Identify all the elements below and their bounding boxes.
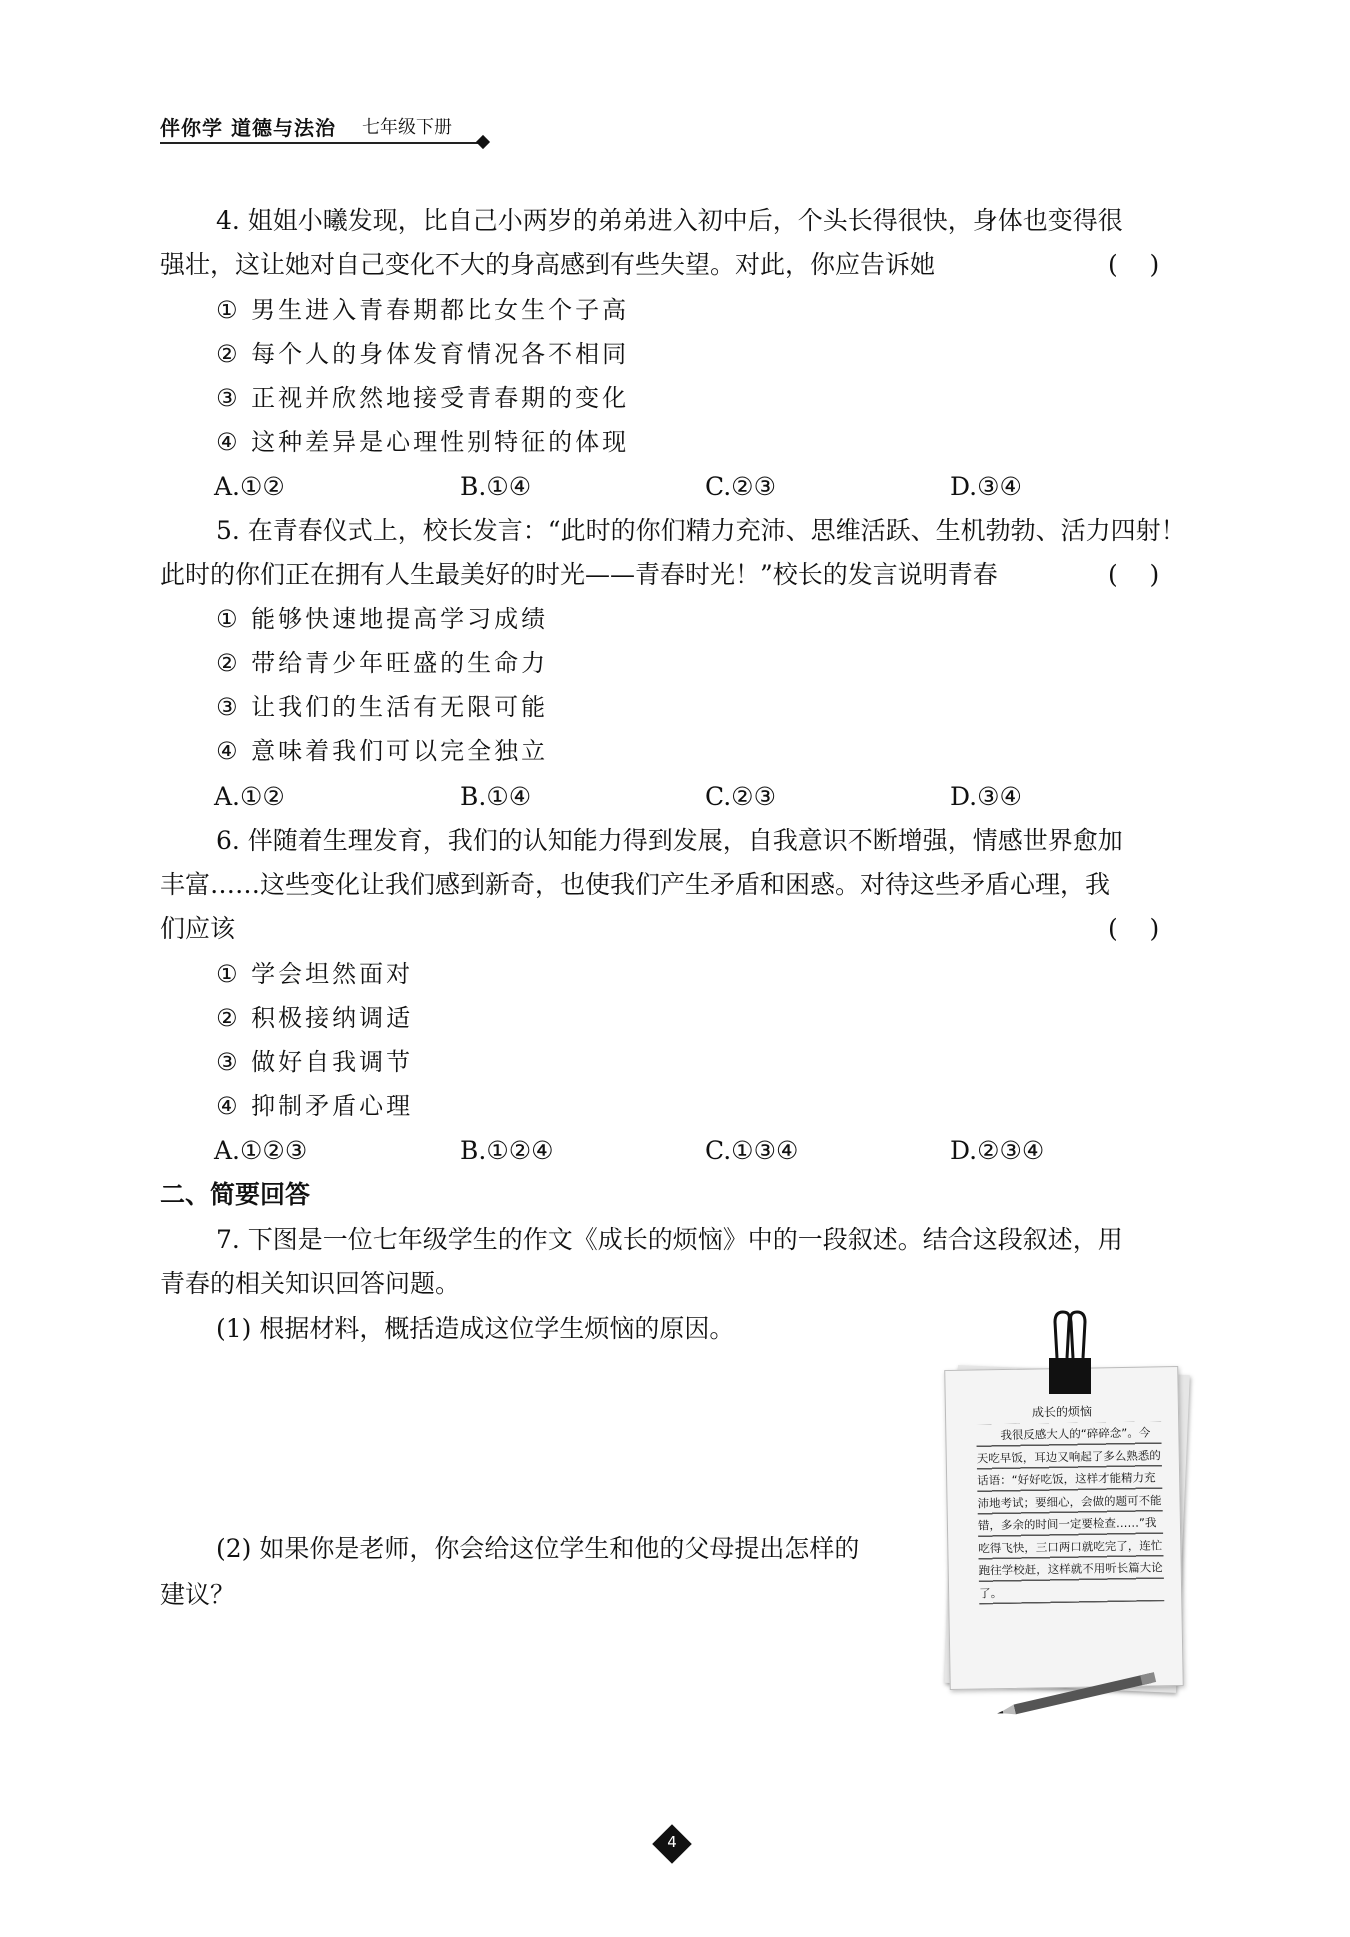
q6-choice-a[interactable]: A.①②③	[214, 1136, 308, 1165]
q5-choice-d[interactable]: D.③④	[950, 782, 1022, 811]
q6-option-1: ① 学会坦然面对	[216, 960, 414, 988]
q5-answer-paren[interactable]: ( )	[1108, 560, 1160, 589]
note-title: 成长的烦恼	[1031, 1404, 1093, 1420]
q5-choice-a[interactable]: A.①②	[214, 782, 285, 811]
q5-stem-line2: 此时的你们正在拥有人生最美好的时光——青春时光！”校长的发言说明青春	[160, 560, 998, 589]
q4-option-4: ④ 这种差异是心理性别特征的体现	[216, 428, 630, 456]
page-number-text: 4	[667, 1833, 677, 1851]
note-sheet	[944, 1366, 1184, 1690]
q6-stem-line1: 6. 伴随着生理发育，我们的认知能力得到发展，自我意识不断增强，情感世界愈加	[216, 826, 1123, 855]
q5-stem-line1: 5. 在青春仪式上，校长发言：“此时的你们精力充沛、思维活跃、生机勃勃、活力四射！	[216, 516, 1186, 545]
q5-choice-b[interactable]: B.①④	[460, 782, 532, 811]
q6-choice-d[interactable]: D.②③④	[950, 1136, 1045, 1165]
q4-option-2: ② 每个人的身体发育情况各不相同	[216, 340, 630, 368]
q6-option-2: ② 积极接纳调适	[216, 1004, 414, 1032]
q7-sub2-line1: (2) 如果你是老师，你会给这位学生和他的父母提出怎样的	[216, 1534, 860, 1563]
q6-option-3: ③ 做好自我调节	[216, 1048, 414, 1076]
q4-option-3: ③ 正视并欣然地接受青春期的变化	[216, 384, 630, 412]
q6-option-4: ④ 抑制矛盾心理	[216, 1092, 414, 1120]
q5-option-2: ② 带给青少年旺盛的生命力	[216, 649, 549, 677]
q5-option-1: ① 能够快速地提高学习成绩	[216, 605, 549, 633]
q4-stem-line2: 强壮，这让她对自己变化不大的身高感到有些失望。对此，你应告诉她	[160, 250, 936, 279]
note-illustration	[945, 1310, 1190, 1690]
q7-sub2-line2: 建议？	[160, 1580, 236, 1609]
q7-sub1: (1) 根据材料，概括造成这位学生烦恼的原因。	[216, 1314, 735, 1343]
q4-choice-a[interactable]: A.①②	[214, 472, 285, 501]
q5-choice-c[interactable]: C.②③	[705, 782, 777, 811]
q4-stem-line1: 4. 姐姐小曦发现，比自己小两岁的弟弟进入初中后，个头长得很快，身体也变得很	[216, 206, 1123, 235]
page-header	[160, 112, 490, 146]
q5-option-3: ③ 让我们的生活有无限可能	[216, 693, 549, 721]
section-title: 二、简要回答	[160, 1180, 311, 1209]
header-rule	[160, 142, 485, 144]
q4-choice-d[interactable]: D.③④	[950, 472, 1022, 501]
binder-clip-icon	[1045, 1310, 1095, 1396]
q4-choice-b[interactable]: B.①④	[460, 472, 532, 501]
q6-choice-c[interactable]: C.①③④	[705, 1136, 799, 1165]
q6-answer-paren[interactable]: ( )	[1108, 914, 1160, 943]
book-brand: 伴你学 道德与法治	[160, 116, 336, 140]
q6-choice-b[interactable]: B.①②④	[460, 1136, 554, 1165]
q7-stem-line1: 7. 下图是一位七年级学生的作文《成长的烦恼》中的一段叙述。结合这段叙述，用	[216, 1225, 1123, 1254]
q4-choice-c[interactable]: C.②③	[705, 472, 777, 501]
q5-option-4: ④ 意味着我们可以完全独立	[216, 737, 549, 765]
q4-option-1: ① 男生进入青春期都比女生个子高	[216, 296, 630, 324]
pencil-icon	[992, 1667, 1173, 1720]
book-grade: 七年级下册	[362, 117, 452, 138]
q6-stem-line2: 丰富……这些变化让我们感到新奇，也使我们产生矛盾和困惑。对待这些矛盾心理，我	[160, 870, 1111, 899]
page-number	[652, 1824, 692, 1864]
q6-stem-line3: 们应该	[160, 914, 236, 943]
q7-stem-line2: 青春的相关知识回答问题。	[160, 1269, 461, 1298]
q4-answer-paren[interactable]: ( )	[1108, 250, 1160, 279]
header-diamond-icon	[476, 135, 490, 149]
note-text: 我很反感大人的“碎碎念”。今天吃早饭，耳边又响起了多么熟悉的话语：“好好吃饭，这样才能精力充沛地考试；要细心，会做的题可不能错，多余的时间一定要检查……”我吃得飞快，三口两口就吃完了，连忙跑往学校赶，这样就不用听长篇大论了。	[976, 1421, 1164, 1604]
